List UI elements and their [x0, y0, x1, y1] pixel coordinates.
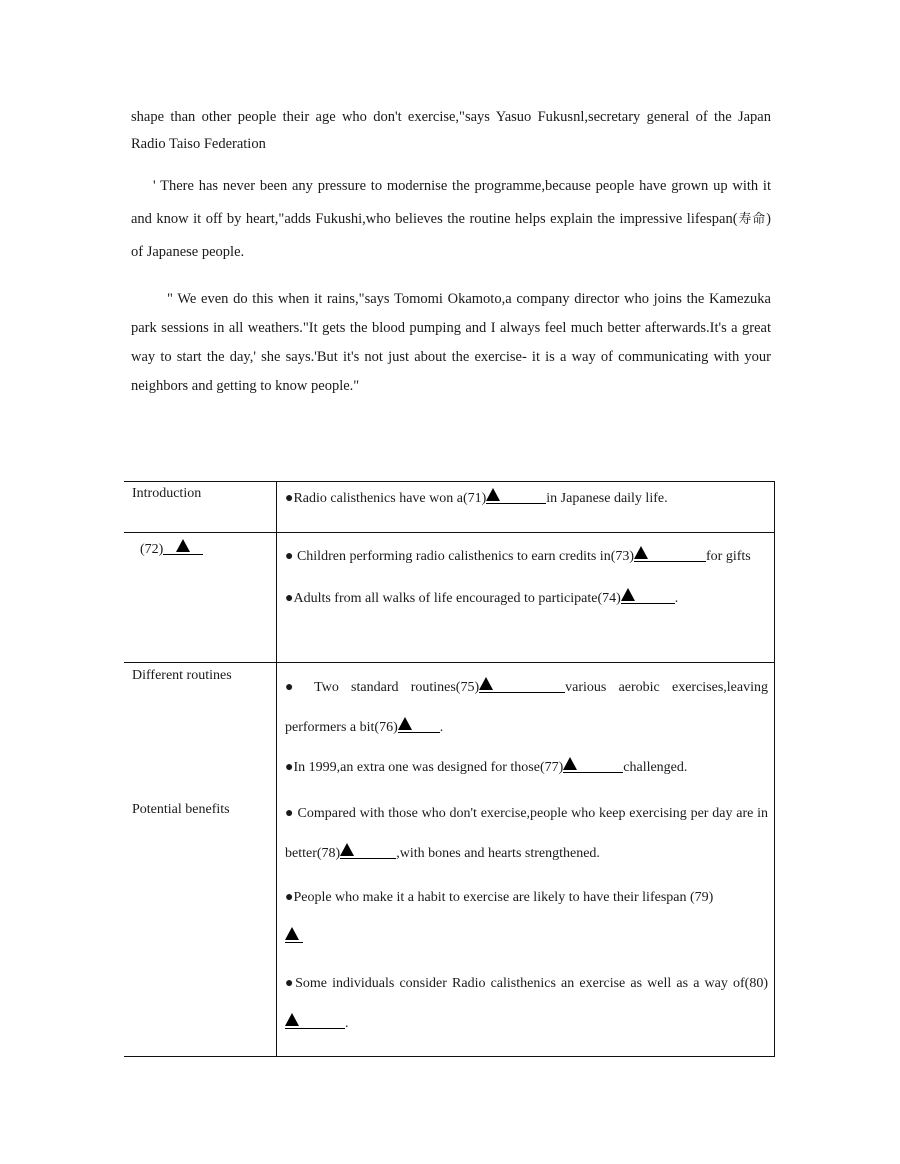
paragraph-2-text-a: ' There has never been any pressure to modernise the programme,because people have grown up with it and know it off by heart,"adds Fukushi,who believes the routine helps explain the impressive lifespan(: [131, 178, 771, 227]
item-79-text: ●People who make it a habit to exercise are likely to have their lifespan (79): [285, 890, 714, 905]
item-78: [285, 794, 768, 874]
table-row-routines-benefits: [124, 663, 775, 1057]
paragraph-2-text-b: ) of Japanese people.: [131, 211, 771, 260]
triangle-marker-icon: [563, 757, 577, 770]
item-78-text: ● Compared with those who don't exercise,people who keep exercising per day are in better(78): [285, 806, 768, 861]
triangle-marker-icon: [285, 1013, 299, 1026]
row-label-potential-benefits: Potential benefits: [132, 802, 230, 817]
item-73: [285, 539, 768, 575]
item-75-76: [285, 668, 768, 748]
label-72-prefix: (72): [140, 542, 164, 557]
row-label: Introduction: [132, 486, 202, 501]
triangle-marker-icon: [486, 488, 500, 501]
paragraph-2-cjk-gloss: 寿命: [737, 212, 767, 227]
item-71-after: in Japanese daily life.: [546, 491, 668, 506]
summary-table: [124, 481, 775, 1057]
blank-74[interactable]: [621, 588, 675, 604]
triangle-marker-icon: [398, 717, 412, 730]
row-label-cell: [124, 663, 277, 1057]
item-74-text: ●Adults from all walks of life encouraged to participate(74): [285, 591, 621, 606]
blank-75[interactable]: [479, 677, 565, 693]
item-75-after: various aerobic exercises,leaving performers a bit(76): [285, 680, 769, 735]
blank-79[interactable]: [285, 927, 303, 943]
item-77: [285, 754, 768, 782]
row-label-cell: [124, 482, 277, 533]
blank-72[interactable]: [163, 539, 203, 555]
row-content-cell: [277, 533, 775, 663]
row-label-different-routines: Different routines: [132, 668, 232, 683]
blank-76[interactable]: [398, 717, 440, 733]
blank-71[interactable]: [486, 488, 546, 504]
item-75-text: ● Two standard routines(75): [285, 680, 480, 695]
triangle-marker-icon: [621, 588, 635, 601]
item-80: [285, 964, 768, 1044]
triangle-marker-icon: [479, 677, 493, 690]
triangle-marker-icon: [285, 927, 299, 940]
blank-77[interactable]: [563, 757, 623, 773]
item-77-text: ●In 1999,an extra one was designed for those(77): [285, 760, 564, 775]
item-76-after: .: [439, 720, 444, 735]
item-80-after: .: [345, 1016, 349, 1031]
paragraph-3: [131, 285, 771, 401]
row-content-cell: [277, 482, 775, 533]
row-label-cell: [124, 533, 277, 663]
paragraph-1-text: shape than other people their age who don't exercise,"says Yasuo Fukusnl,secretary general of the Japan Radio Taiso Federation: [131, 109, 771, 152]
table-row-72: [124, 533, 775, 663]
row-content-cell: [277, 663, 775, 1057]
blank-73[interactable]: [634, 546, 706, 562]
triangle-marker-icon: [176, 539, 190, 552]
triangle-marker-icon: [340, 843, 354, 856]
item-80-text: ●Some individuals consider Radio calisthenics an exercise as well as a way of(80): [285, 976, 768, 991]
item-74: [285, 581, 768, 617]
item-78-after: ,with bones and hearts strengthened.: [396, 846, 600, 861]
item-73-after: for gifts: [706, 549, 751, 564]
paragraph-1: [131, 104, 771, 158]
item-73-text: ● Children performing radio calisthenics to earn credits in(73): [285, 549, 635, 564]
item-71-text: ●Radio calisthenics have won a(71): [285, 491, 487, 506]
blank-80[interactable]: [285, 1013, 345, 1029]
triangle-marker-icon: [634, 546, 648, 559]
blank-78[interactable]: [340, 843, 396, 859]
item-79: [285, 878, 768, 958]
row-label-72: [124, 533, 276, 559]
table-row-introduction: [124, 482, 775, 533]
item-77-after: challenged.: [623, 760, 688, 775]
paragraph-2: [131, 170, 771, 269]
paragraph-3-text: " We even do this when it rains,"says Tomomi Okamoto,a company director who joins the Kamezuka park sessions in all weathers."It gets the blood pumping and I always feel much better afterwards.It's a great way to start the day,' she says.'But it's not just about the exercise- it is a way of communicating with your neighbors and getting to know people.": [131, 291, 771, 394]
item-74-after: .: [674, 591, 679, 606]
